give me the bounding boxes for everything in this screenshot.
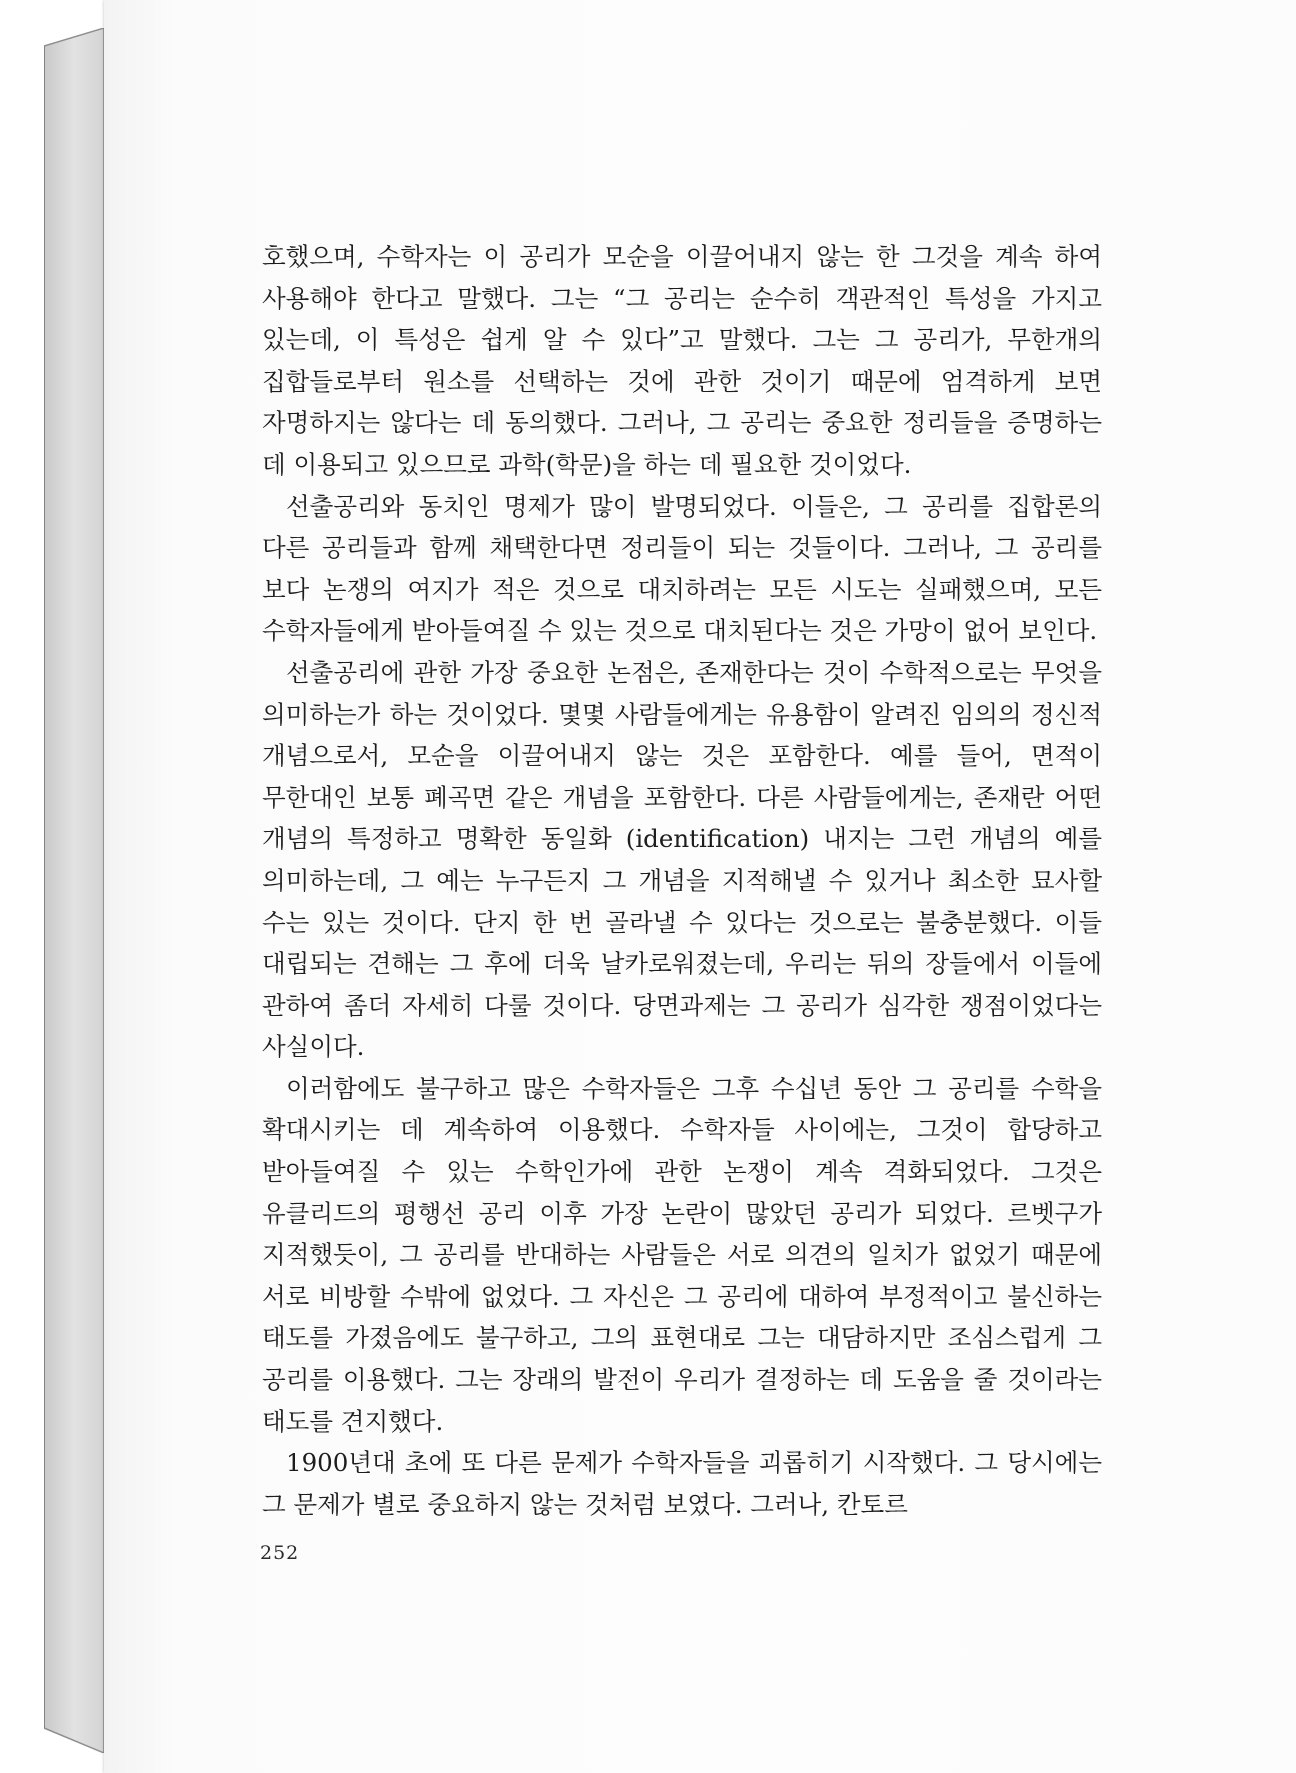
page-body-text [262, 236, 1102, 1525]
page-number: 252 [260, 1542, 300, 1564]
paragraph-2: 선출공리와 동치인 명제가 많이 발명되었다. 이들은, 그 공리를 집합론의 다른 공리들과 함께 채택한다면 정리들이 되는 것들이다. 그러나, 그 공리를 보다 논쟁의 여지가 적은 것으로 대치하려는 모든 시도는 실패했으며, 모든 수학자들에게 받아들여질 수 있는 것으로 대치된다는 것은 가망이 없어 보인다. [262, 491, 1102, 646]
paragraph-5: 1900년대 초에 또 다른 문제가 수학자들을 괴롭히기 시작했다. 그 당시에는 그 문제가 별로 중요하지 않는 것처럼 보였다. 그러나, 칸토르 [262, 1448, 1102, 1519]
book-spine-graphic [44, 28, 104, 1753]
paragraph-1: 호했으며, 수학자는 이 공리가 모순을 이끌어내지 않는 한 그것을 계속 하여 사용해야 한다고 말했다. 그는 “그 공리는 순수히 객관적인 특성을 가지고 있는데, 이 특성은 쉽게 알 수 있다”고 말했다. 그는 그 공리가, 무한개의 집합들로부터 원소를 선택하는 것에 관한 것이기 때문에 엄격하게 보면 자명하지는 않다는 데 동의했다. 그러나, 그 공리는 중요한 정리들을 증명하는 데 이용되고 있으므로 과학(학문)을 하는 데 필요한 것이었다. [262, 242, 1102, 479]
book-page-stack [44, 28, 104, 1753]
paragraph-4: 이러함에도 불구하고 많은 수학자들은 그후 수십년 동안 그 공리를 수학을 확대시키는 데 계속하여 이용했다. 수학자들 사이에는, 그것이 합당하고 받아들여질 수 있는 수학인가에 관한 논쟁이 계속 격화되었다. 그것은 유클리드의 평행선 공리 이후 가장 논란이 많았던 공리가 되었다. 르벳구가 지적했듯이, 그 공리를 반대하는 사람들은 서로 의견의 일치가 없었기 때문에 서로 비방할 수밖에 없었다. 그 자신은 그 공리에 대하여 부정적이고 불신하는 태도를 가졌음에도 불구하고, 그의 표현대로 그는 대담하지만 조심스럽게 그 공리를 이용했다. 그는 장래의 발전이 우리가 결정하는 데 도움을 줄 것이라는 태도를 견지했다. [262, 1073, 1102, 1436]
paragraph-3: 선출공리에 관한 가장 중요한 논점은, 존재한다는 것이 수학적으로는 무엇을 의미하는가 하는 것이었다. 몇몇 사람들에게는 유용함이 알려진 임의의 정신적 개념으로서, 모순을 이끌어내지 않는 것은 포함한다. 예를 들어, 면적이 무한대인 보통 폐곡면 같은 개념을 포함한다. 다른 사람들에게는, 존재란 어떤 개념의 특정하고 명확한 동일화 (identification) 내지는 그런 개념의 예를 의미하는데, 그 예는 누구든지 그 개념을 지적해낼 수 있거나 최소한 묘사할 수는 있는 것이다. 단지 한 번 골라낼 수 있다는 것으로는 불충분했다. 이들 대립되는 견해는 그 후에 더욱 날카로워졌는데, 우리는 뒤의 장들에서 이들에 관하여 좀더 자세히 다룰 것이다. 당면과제는 그 공리가 심각한 쟁점이었다는 사실이다. [262, 657, 1102, 1062]
